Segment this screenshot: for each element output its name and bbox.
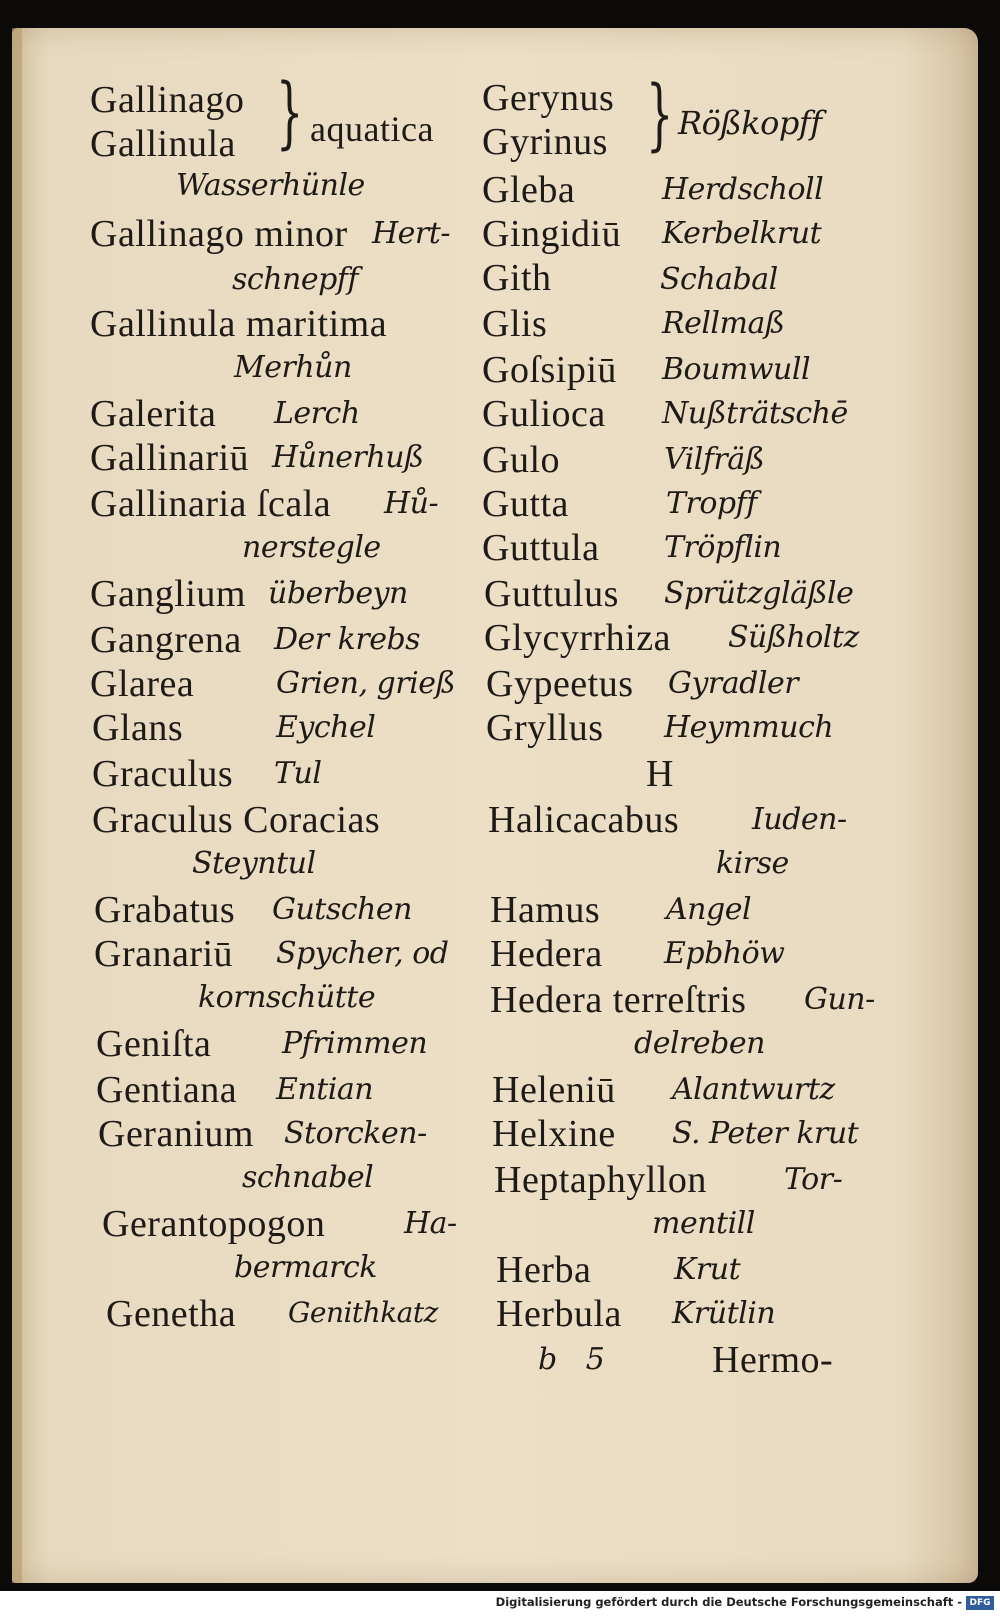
- lat-entry: Geranium: [98, 1113, 254, 1155]
- ger-entry: Hůnerhuß: [272, 440, 424, 475]
- lat-entry: Gentiana: [96, 1069, 238, 1111]
- ger-entry: Grien, grieß: [276, 666, 455, 701]
- lat-entry: Ganglium: [90, 573, 246, 615]
- left-brace: }: [276, 68, 304, 158]
- lat-entry: Galerita: [90, 393, 217, 435]
- ger-entry: Storcken-: [284, 1116, 427, 1151]
- lat-entry: Gallinago minor: [90, 213, 348, 255]
- lat-entry: Heleniū: [492, 1069, 616, 1111]
- ger-entry: Krütlin: [672, 1296, 776, 1331]
- ger-entry: Steyntul: [192, 846, 316, 881]
- ger-entry: Nußträtschē: [662, 396, 848, 431]
- ger-entry: schnepff: [232, 262, 359, 297]
- ger-entry: Tul: [274, 756, 322, 791]
- ger-entry: Genithkatz: [288, 1296, 438, 1329]
- ger-entry: Alantwurtz: [672, 1072, 835, 1107]
- ger-entry: überbeyn: [268, 576, 408, 611]
- section-letter: H: [646, 753, 674, 795]
- ger-entry: Wasserhünle: [176, 168, 365, 203]
- ger-entry: Der krebs: [274, 622, 421, 657]
- lat-entry: Gulo: [482, 439, 560, 481]
- ger-entry: Gun-: [804, 982, 875, 1017]
- ger-entry: mentill: [652, 1206, 755, 1241]
- ger-entry: Eychel: [276, 710, 376, 745]
- lat-entry: Gypeetus: [486, 663, 634, 705]
- ger-entry: Gyradler: [668, 666, 799, 701]
- lat-entry: Gallinariū: [90, 437, 250, 479]
- ger-entry: Kerbelkrut: [662, 216, 822, 251]
- ger-entry: delreben: [634, 1026, 765, 1061]
- lat-entry: Geniſta: [96, 1023, 212, 1065]
- lat-entry: Grabatus: [94, 889, 236, 931]
- lat-entry: Gallinula: [90, 123, 236, 165]
- ger-entry: kornschütte: [198, 980, 376, 1015]
- lat-entry: Halicacabus: [488, 799, 680, 841]
- lat-entry: Hamus: [490, 889, 601, 931]
- lat-entry: Granariū: [94, 933, 234, 975]
- lat-entry: Gryllus: [486, 707, 604, 749]
- lat-entry: Gulioca: [482, 393, 606, 435]
- catchword: Hermo-: [712, 1339, 834, 1381]
- ger-entry: Epbhöw: [664, 936, 785, 971]
- ger-entry: Tröpflin: [664, 530, 782, 565]
- signature-mark: b 5: [538, 1342, 605, 1377]
- ger-entry: bermarck: [234, 1250, 377, 1285]
- ger-entry: Herdscholl: [662, 172, 824, 207]
- ger-entry: Vilfräß: [664, 442, 765, 477]
- ger-entry: Schabal: [660, 262, 778, 297]
- page-gutter: [12, 28, 22, 1583]
- ger-entry: Merhůn: [234, 350, 352, 385]
- brace-word: aquatica: [310, 109, 434, 149]
- ger-entry: Rellmaß: [662, 306, 785, 341]
- lat-entry: Glarea: [90, 663, 195, 705]
- ger-entry: Spycher, od: [276, 936, 449, 971]
- ger-entry: Hů-: [384, 486, 439, 521]
- lat-entry: Helxine: [492, 1113, 616, 1155]
- lat-entry: Hedera: [490, 933, 603, 975]
- ger-entry: Entian: [276, 1072, 374, 1107]
- lat-entry: Gutta: [482, 483, 569, 525]
- lat-entry: Gyrinus: [482, 121, 608, 163]
- lat-entry: Graculus: [92, 753, 234, 795]
- lat-entry: Graculus Coracias: [92, 799, 381, 841]
- ger-entry: Iuden-: [752, 802, 847, 837]
- ger-entry: Tropff: [666, 486, 757, 521]
- lat-entry: Gangrena: [90, 619, 242, 661]
- ger-entry: kirse: [716, 846, 789, 881]
- dfg-logo: DFG: [966, 1596, 994, 1610]
- ger-entry: Boumwull: [662, 352, 811, 387]
- ger-entry: Sprützgläßle: [664, 576, 854, 611]
- lat-entry: Gleba: [482, 169, 576, 211]
- lat-entry: Gerantopogon: [102, 1203, 326, 1245]
- ger-entry: nerstegle: [242, 530, 381, 565]
- lat-entry: Heptaphyllon: [494, 1159, 707, 1201]
- ger-entry: S. Peter krut: [672, 1116, 859, 1151]
- ger-entry: Ha-: [404, 1206, 457, 1241]
- lat-entry: Hedera terreſtris: [490, 979, 747, 1021]
- ger-entry: Hert-: [372, 216, 450, 251]
- ger-entry: Krut: [674, 1252, 741, 1287]
- lat-entry: Glans: [92, 707, 184, 749]
- lat-entry: Guttulus: [484, 573, 619, 615]
- footer-credit: Digitalisierung gefördert durch die Deutsche Forschungsgemeinschaft -: [495, 1595, 962, 1609]
- lat-entry: Glis: [482, 303, 548, 345]
- brace-word: Rößkopff: [678, 104, 822, 142]
- lat-entry: Genetha: [106, 1293, 237, 1335]
- ger-entry: Pfrimmen: [282, 1026, 428, 1061]
- lat-entry: Gallinula maritima: [90, 303, 388, 345]
- ger-entry: Süßholtz: [728, 620, 859, 655]
- ger-entry: Angel: [666, 892, 752, 927]
- ger-entry: Lerch: [274, 396, 360, 431]
- lat-entry: Herba: [496, 1249, 592, 1291]
- ger-entry: Heymmuch: [664, 710, 834, 745]
- ger-entry: schnabel: [242, 1160, 374, 1195]
- lat-entry: Gerynus: [482, 77, 615, 119]
- lat-entry: Guttula: [482, 527, 600, 569]
- lat-entry: Gith: [482, 257, 552, 299]
- lat-entry: Gallinaria ſcala: [90, 483, 332, 525]
- lat-entry: Gallinago: [90, 79, 245, 121]
- ger-entry: Tor-: [784, 1162, 843, 1197]
- lat-entry: Gingidiū: [482, 213, 622, 255]
- lat-entry: Goſsipiū: [482, 349, 617, 391]
- lat-entry: Herbula: [496, 1293, 622, 1335]
- right-brace: }: [646, 70, 674, 160]
- lat-entry: Glycyrrhiza: [484, 617, 671, 659]
- ger-entry: Gutschen: [272, 892, 412, 927]
